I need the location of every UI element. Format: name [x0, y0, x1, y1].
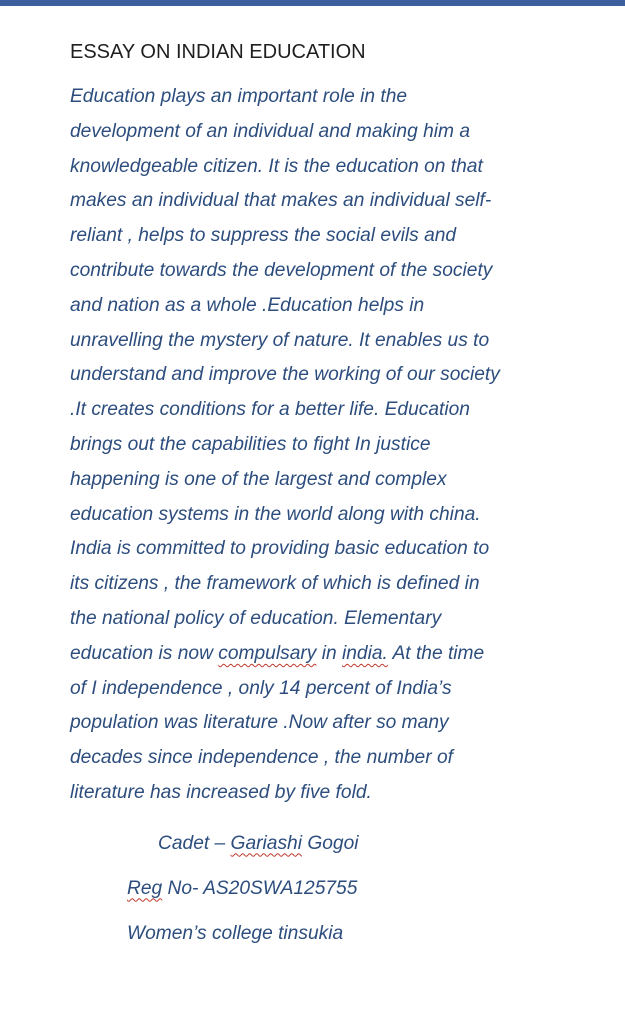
essay-line: makes an individual that makes an individual self- — [70, 190, 492, 212]
page-title: ESSAY ON INDIAN EDUCATION — [70, 41, 366, 63]
essay-line: Education plays an important role in the — [70, 86, 408, 107]
signature-block — [70, 821, 590, 956]
essay-line: India is committed to providing basic education to — [70, 538, 490, 560]
essay-line: unravelling the mystery of nature. It enables us to — [70, 329, 490, 351]
college-name-line: Women’s college tinsukia — [127, 922, 344, 944]
essay-line: .It creates conditions for a better life. Education — [70, 399, 470, 421]
essay-body — [70, 80, 590, 811]
cadet-prefix: Cadet – — [158, 832, 231, 854]
document-page — [70, 36, 590, 956]
essay-line: happening is one of the largest and complex — [70, 468, 447, 490]
essay-line: and nation as a whole .Education helps in — [70, 294, 425, 316]
essay-line: education systems in the world along with china. — [70, 503, 481, 525]
reg-prefix: Reg — [127, 877, 163, 899]
registration-number-line — [127, 866, 590, 911]
essay-line: the national policy of education. Elementary — [70, 607, 442, 629]
essay-line: of I independence , only 14 percent of India’s — [70, 677, 452, 699]
essay-line: development of an individual and making him a — [70, 120, 470, 142]
essay-line: contribute towards the development of the society — [70, 259, 493, 281]
essay-line: brings out the capabilities to fight In justice — [70, 433, 431, 455]
cadet-first-name: Gariashi — [230, 832, 302, 854]
essay-line: its citizens , the framework of which is defined in — [70, 573, 480, 595]
essay-line: literature has increased by five fold. — [70, 781, 372, 803]
essay-line: knowledgeable citizen. It is the education on that — [70, 155, 483, 177]
essay-line: education is now compulsary in india. At the time — [70, 642, 485, 664]
essay-line: understand and improve the working of our society — [70, 364, 500, 386]
cadet-name-line — [158, 821, 590, 866]
essay-line: reliant , helps to suppress the social evils and — [70, 225, 457, 247]
window-top-bar — [0, 0, 625, 6]
essay-line: decades since independence , the number of — [70, 747, 453, 769]
reg-number: No- AS20SWA125755 — [162, 877, 358, 899]
essay-line: population was literature .Now after so many — [70, 712, 449, 734]
cadet-last-name: Gogoi — [302, 832, 359, 854]
